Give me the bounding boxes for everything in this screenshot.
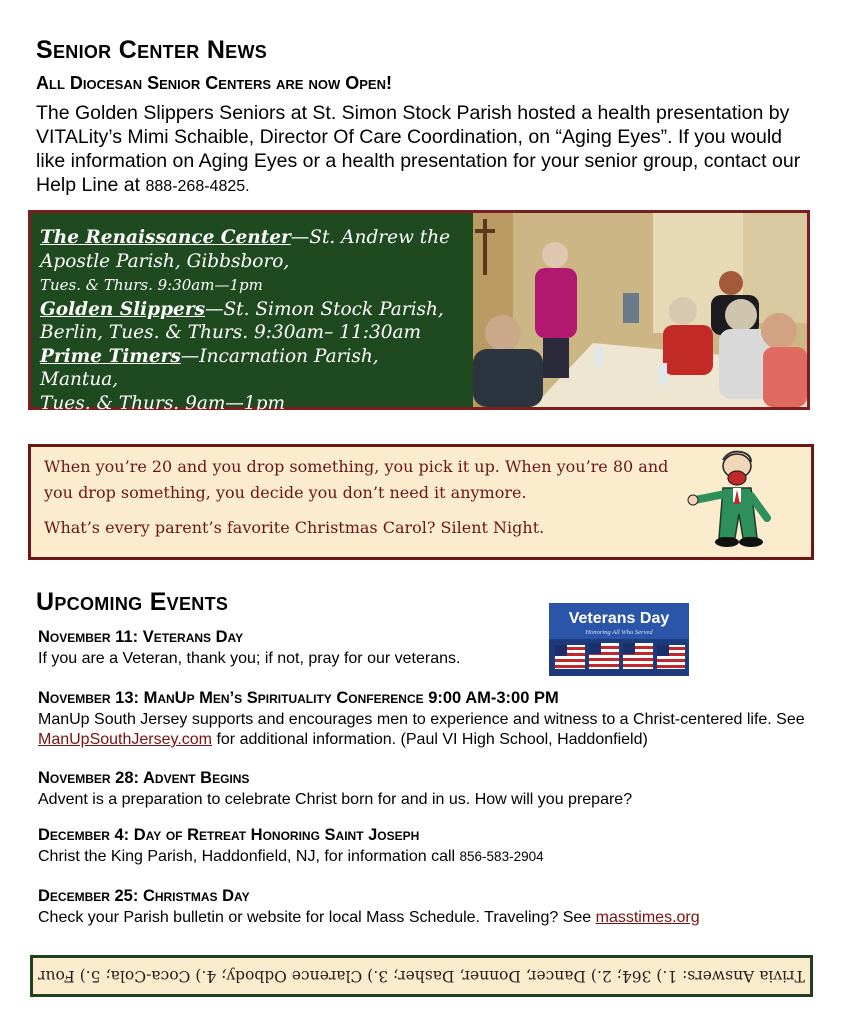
event-body <box>38 847 818 867</box>
center-hours: Tues. & Thurs. 9:30am—1pm <box>40 276 263 294</box>
event-body-text: ManUp South Jersey supports and encourages men to experience and witness to a Christ-centered life. See <box>38 711 805 728</box>
event-body-text: for additional information. (Paul VI High School, Haddonfield) <box>212 731 648 748</box>
event-title: November 11: Veterans Day <box>38 628 244 646</box>
center-hours: Tues. & Thurs. 9am—1pm <box>40 392 286 414</box>
joke-text: When you’re 20 and you drop something, you pick it up. When you’re 80 and you drop something, you decide you don’t need it anymore. <box>44 457 669 502</box>
event-body-text: Check your Parish bulletin or website for local Mass Schedule. Traveling? See <box>38 909 596 926</box>
senior-paragraph-text: The Golden Slippers Seniors at St. Simon Stock Parish hosted a health presentation by VITALity’s Mimi Schaible, Director Of Care Coordination, on “Aging Eyes”. If you would like information on Aging Eyes or a health presentation for your senior group, contact our Help Line at <box>36 102 801 196</box>
event-title: November 13: ManUp Men’s Spirituality Conference 9:00 AM-3:00 PM <box>38 689 559 707</box>
veterans-image-title: Veterans Day <box>568 610 670 627</box>
joke-text-2: What’s every parent’s favorite Christmas Carol? Silent Night. <box>44 518 545 537</box>
event-body: Advent is a preparation to celebrate Christ born for and in us. How will you prepare? <box>38 791 633 808</box>
event-title: November 28: Advent Begins <box>38 769 250 787</box>
helpline-phone: 888-268-4825. <box>145 178 250 195</box>
event-title: December 25: Christmas Day <box>38 887 250 905</box>
center-detail: Apostle Parish, Gibbsboro, <box>40 250 290 272</box>
manup-link[interactable]: ManUpSouthJersey.com <box>38 731 212 748</box>
center-renaissance <box>40 226 460 298</box>
center-name: Prime Timers <box>40 345 181 367</box>
center-prime-timers <box>40 345 460 416</box>
center-hours: Berlin, Tues. & Thurs. 9:30am– 11:30am <box>40 322 422 343</box>
event-body <box>38 908 818 928</box>
center-detail: —Incarnation Parish, Mantua, <box>40 345 379 390</box>
veterans-image-tagline: Honoring All Who Served <box>585 629 653 636</box>
event-phone: 856-583-2904 <box>459 849 544 864</box>
masstimes-link[interactable]: masstimes.org <box>595 909 700 926</box>
event-body-text: Christ the King Parish, Haddonfield, NJ, for information call <box>38 848 456 865</box>
event-body: If you are a Veteran, thank you; if not, pray for our veterans. <box>38 650 461 667</box>
center-detail: —St. Simon Stock Parish, <box>204 298 444 320</box>
event-title: December 4: Day of Retreat Honoring Saint Joseph <box>38 826 420 844</box>
cartoon-man-illustration <box>685 448 803 556</box>
section-subtitle: All Diocesan Senior Centers are now Open! <box>36 73 392 93</box>
senior-centers-list <box>40 226 460 415</box>
center-name: Golden Slippers <box>40 298 205 320</box>
center-golden-slippers <box>40 298 460 345</box>
center-name: The Renaissance Center <box>40 227 291 248</box>
trivia-answers-text: Trivia Answers: 1.) 364; 2.) Dancer, Donner, Dasher; 3.) Clarence Odbody; 4.) Coca-Cola; 5.) Four <box>38 967 805 985</box>
section-title-senior: Senior Center News <box>36 36 268 64</box>
trivia-answers-box <box>30 955 813 997</box>
event-body <box>38 710 818 750</box>
group-photo <box>473 213 807 407</box>
center-detail: —St. Andrew the <box>290 227 451 248</box>
senior-paragraph <box>36 101 816 199</box>
section-title-events: Upcoming Events <box>36 588 229 616</box>
